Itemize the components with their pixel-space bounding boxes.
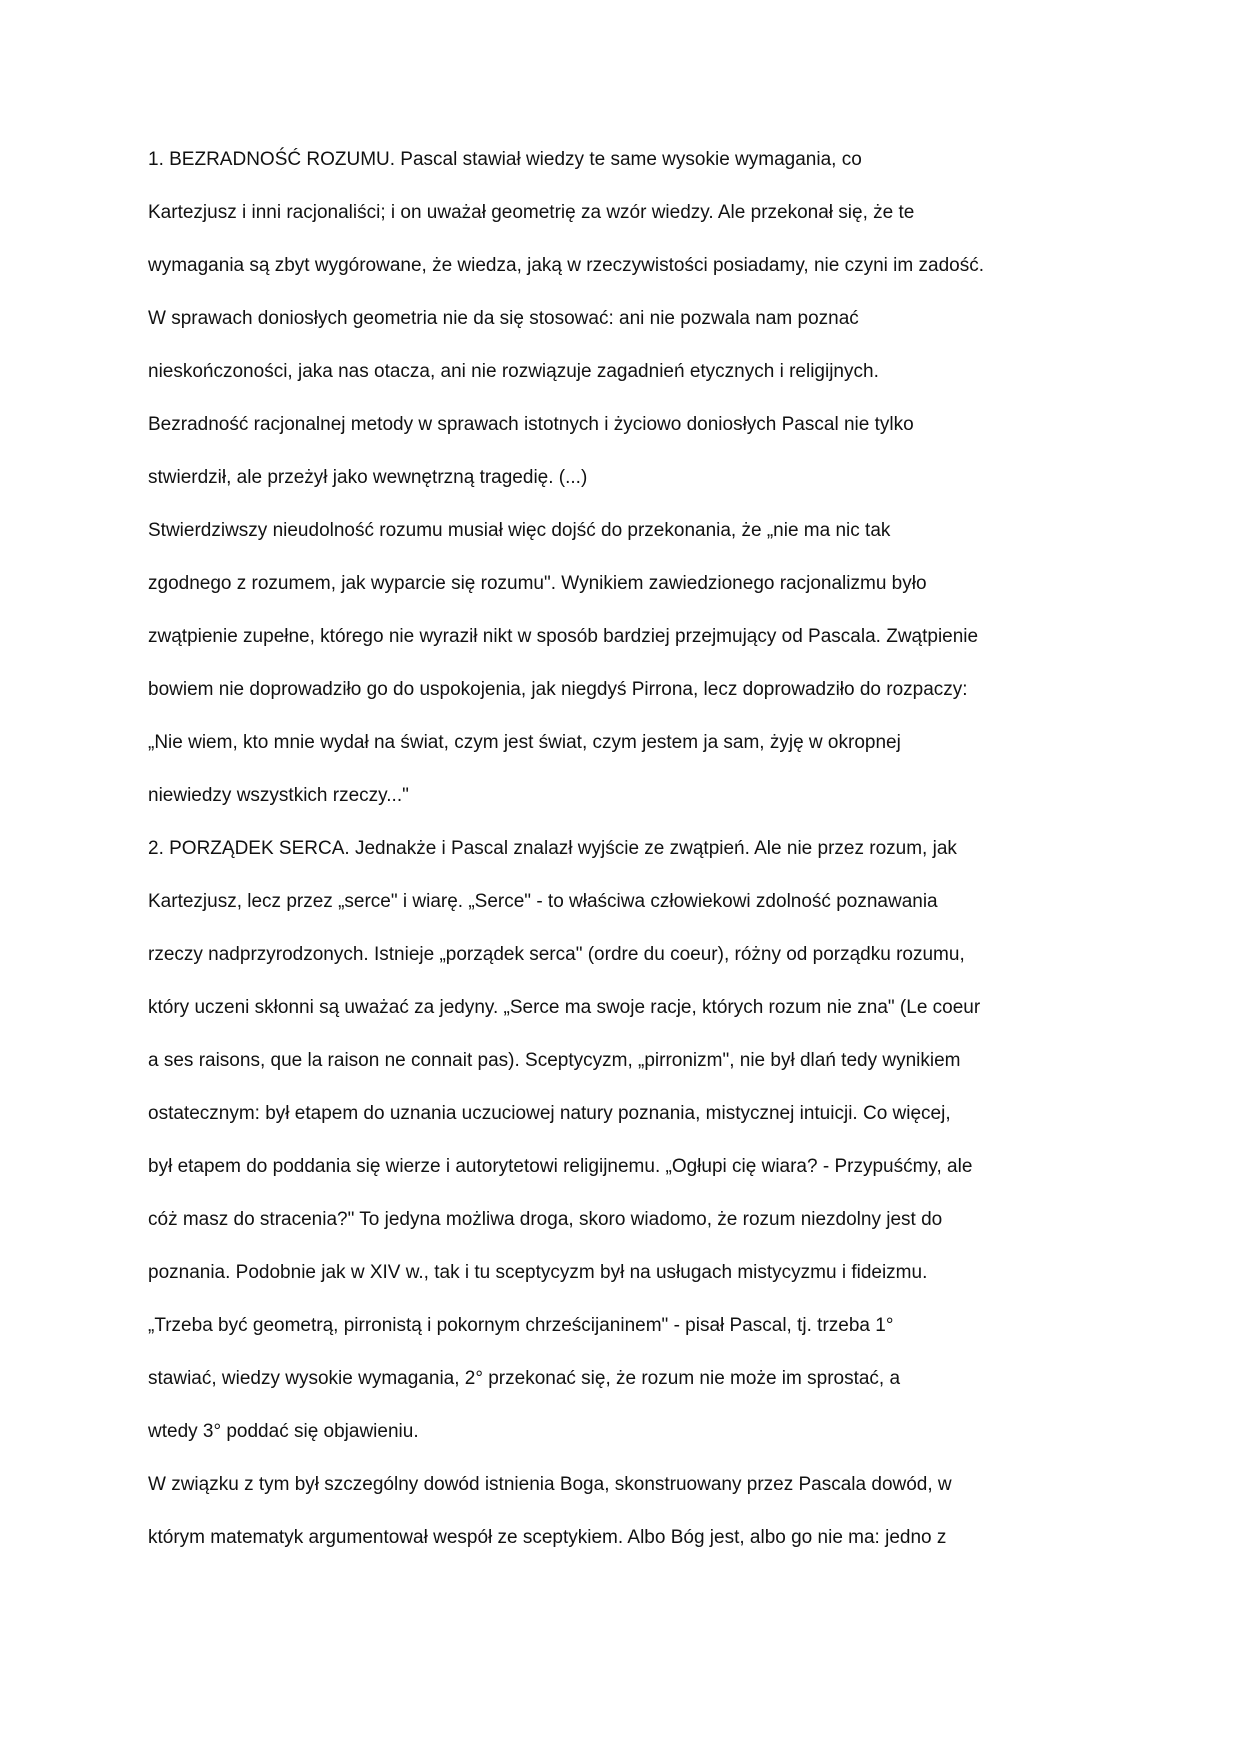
text-line: niewiedzy wszystkich rzeczy..." <box>148 785 409 806</box>
text-line: był etapem do poddania się wierze i autorytetowi religijnemu. „Ogłupi cię wiara? - Przypuśćmy, ale <box>148 1156 973 1177</box>
text-line: Kartezjusz i inni racjonaliści; i on uważał geometrię za wzór wiedzy. Ale przekonał się, że te <box>148 202 915 223</box>
text-line: nieskończoności, jaka nas otacza, ani nie rozwiązuje zagadnień etycznych i religijnych. <box>148 361 879 382</box>
text-line: zgodnego z rozumem, jak wyparcie się rozumu". Wynikiem zawiedzionego racjonalizmu było <box>148 573 927 594</box>
text-line: który uczeni skłonni są uważać za jedyny. „Serce ma swoje racje, których rozum nie zna" (Le coeur <box>148 997 981 1018</box>
text-line: poznania. Podobnie jak w XIV w., tak i tu sceptycyzm był na usługach mistycyzmu i fideizmu. <box>148 1262 928 1283</box>
text-line: wtedy 3° poddać się objawieniu. <box>148 1421 419 1442</box>
text-line: którym matematyk argumentował wespół ze sceptykiem. Albo Bóg jest, albo go nie ma: jedno z <box>148 1527 947 1548</box>
text-line: 2. PORZĄDEK SERCA. Jednakże i Pascal znalazł wyjście ze zwątpień. Ale nie przez rozum, jak <box>148 838 957 859</box>
text-line: a ses raisons, que la raison ne connait pas). Sceptycyzm, „pirronizm", nie był dlań tedy wynikiem <box>148 1050 961 1071</box>
document-body <box>148 146 1088 1577</box>
text-line: Kartezjusz, lecz przez „serce" i wiarę. „Serce" - to właściwa człowiekowi zdolność poznawania <box>148 891 938 912</box>
text-line: zwątpienie zupełne, którego nie wyraził nikt w sposób bardziej przejmujący od Pascala. Zwątpienie <box>148 626 979 647</box>
text-line: wymagania są zbyt wygórowane, że wiedza, jaką w rzeczywistości posiadamy, nie czyni im zadość. <box>148 255 984 276</box>
text-line: W związku z tym był szczególny dowód istnienia Boga, skonstruowany przez Pascala dowód, w <box>148 1474 952 1495</box>
text-line: stawiać, wiedzy wysokie wymagania, 2° przekonać się, że rozum nie może im sprostać, a <box>148 1368 901 1389</box>
text-line: ostatecznym: był etapem do uznania uczuciowej natury poznania, mistycznej intuicji. Co więcej, <box>148 1103 951 1124</box>
text-line: „Trzeba być geometrą, pirronistą i pokornym chrześcijaninem" - pisał Pascal, tj. trzeba 1° <box>148 1315 894 1336</box>
text-line: „Nie wiem, kto mnie wydał na świat, czym jest świat, czym jestem ja sam, żyję w okropnej <box>148 732 901 753</box>
text-line: rzeczy nadprzyrodzonych. Istnieje „porządek serca" (ordre du coeur), różny od porządku rozumu, <box>148 944 965 965</box>
text-line: Stwierdziwszy nieudolność rozumu musiał więc dojść do przekonania, że „nie ma nic tak <box>148 520 891 541</box>
text-line: stwierdził, ale przeżył jako wewnętrzną tragedię. (...) <box>148 467 588 488</box>
text-line: W sprawach doniosłych geometria nie da się stosować: ani nie pozwala nam poznać <box>148 308 859 329</box>
text-line: bowiem nie doprowadziło go do uspokojenia, jak niegdyś Pirrona, lecz doprowadziło do rozpaczy: <box>148 679 968 700</box>
text-line: Bezradność racjonalnej metody w sprawach istotnych i życiowo doniosłych Pascal nie tylko <box>148 414 914 435</box>
text-line: 1. BEZRADNOŚĆ ROZUMU. Pascal stawiał wiedzy te same wysokie wymagania, co <box>148 149 862 170</box>
text-line: cóż masz do stracenia?" To jedyna możliwa droga, skoro wiadomo, że rozum niezdolny jest do <box>148 1209 943 1230</box>
